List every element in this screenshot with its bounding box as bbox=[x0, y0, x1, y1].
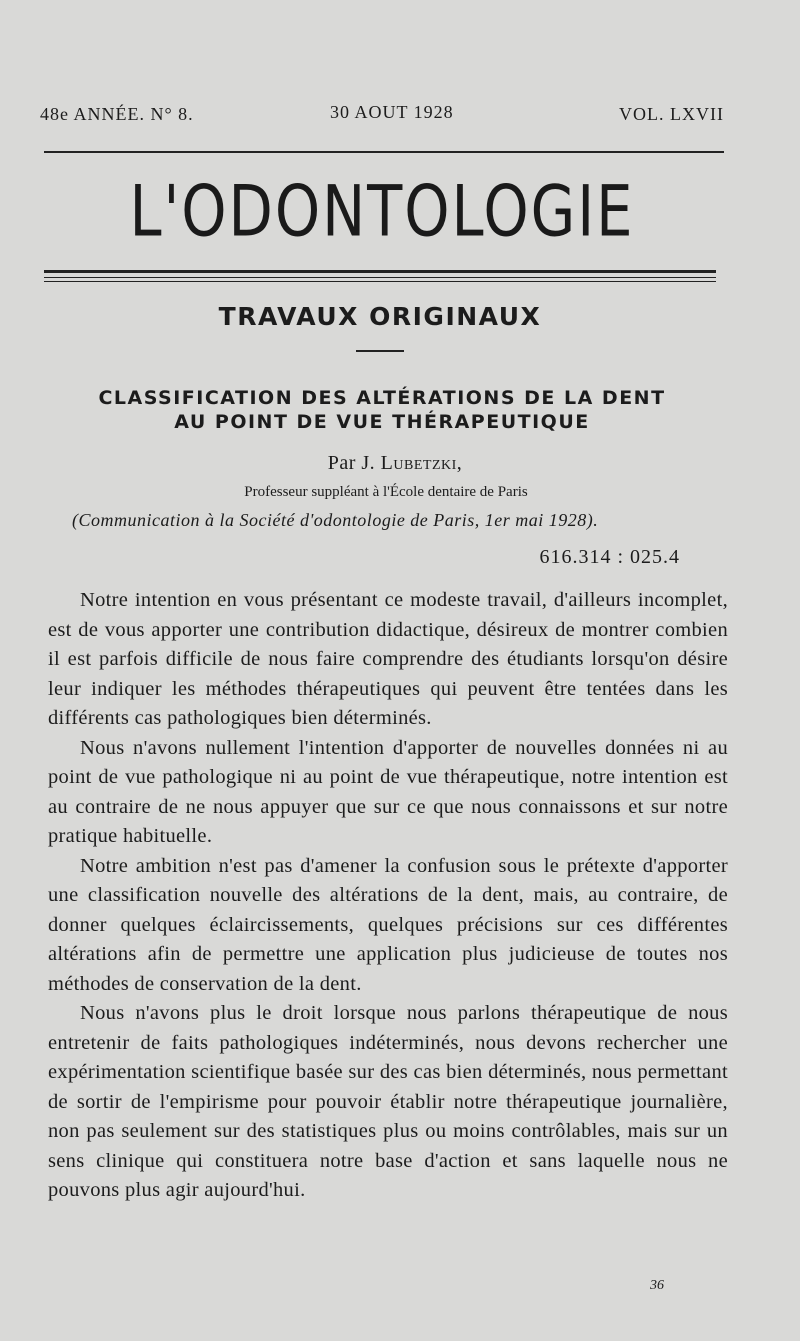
volume-number: VOL. LXVII bbox=[619, 104, 724, 124]
byline bbox=[0, 452, 790, 475]
author-affiliation: Professeur suppléant à l'École dentaire de Paris bbox=[244, 484, 528, 500]
issue-number: 48e ANNÉE. N° 8. bbox=[40, 104, 194, 124]
author-name: Lubetzki, bbox=[380, 452, 463, 474]
title-rule-thick bbox=[44, 270, 716, 273]
top-rule bbox=[44, 151, 724, 153]
title-rule-thin bbox=[44, 277, 716, 278]
byline-prefix: Par J. bbox=[327, 452, 381, 474]
article-body bbox=[48, 586, 728, 1206]
paragraph: Notre ambition n'est pas d'amener la confusion sous le prétexte d'apporter une classification nouvelle des altérations de la dent, mais, au contraire, de donner quelques éclaircissements, quelques précisions sur ces différentes altérations afin de permettre une application plus judicieuse de toutes nos méthodes de conservation de la dent. bbox=[48, 854, 728, 995]
paragraph: Nous n'avons nullement l'intention d'apporter de nouvelles données ni au point de vue pathologique ni au point de vue thérapeutique, notre intention est au contraire de ne nous appuyer que sur ce que nous connaissons et sur notre pratique habituelle. bbox=[48, 736, 728, 847]
article-title-line-1: CLASSIFICATION DES ALTÉRATIONS DE LA DENT bbox=[98, 387, 666, 409]
article-title bbox=[40, 386, 724, 434]
journal-title: L'ODONTOLOGIE bbox=[129, 170, 635, 254]
section-title: TRAVAUX ORIGINAUX bbox=[218, 302, 542, 331]
issue-date: 30 AOUT 1928 bbox=[330, 102, 454, 122]
communication-note: (Communication à la Société d'odontologie de Paris, 1er mai 1928). bbox=[72, 510, 599, 530]
section-divider bbox=[356, 350, 404, 352]
paragraph: Notre intention en vous présentant ce modeste travail, d'ailleurs incomplet, est de vous apporter une contribution didactique, désireux de montrer combien il est parfois difficile de nous faire comprendre des étudiants lorsqu'on désire leur indiquer les méthodes thérapeutiques qui peuvent être tentées dans les différents cas pathologiques bien déterminés. bbox=[48, 589, 728, 729]
article-title-line-2: AU POINT DE VUE THÉRAPEUTIQUE bbox=[174, 411, 590, 433]
page-number: 36 bbox=[650, 1278, 664, 1293]
masthead bbox=[40, 104, 724, 140]
title-rule-thin-2 bbox=[44, 281, 716, 282]
paragraph: Nous n'avons plus le droit lorsque nous parlons thérapeutique de nous entretenir de faits pathologiques indéterminés, nous devons rechercher une expérimentation scientifique basée sur des cas bien déterminés, nous permettant de sortir de l'empirisme pour pouvoir établir notre thérapeutique journalière, non pas seulement sur des statistiques plus ou moins contrôlables, mais sur un sens clinique qui constituera notre base d'action et sans laquelle nous ne pouvons plus agir aujourd'hui. bbox=[48, 1002, 728, 1201]
classification-code: 616.314 : 025.4 bbox=[539, 546, 680, 568]
